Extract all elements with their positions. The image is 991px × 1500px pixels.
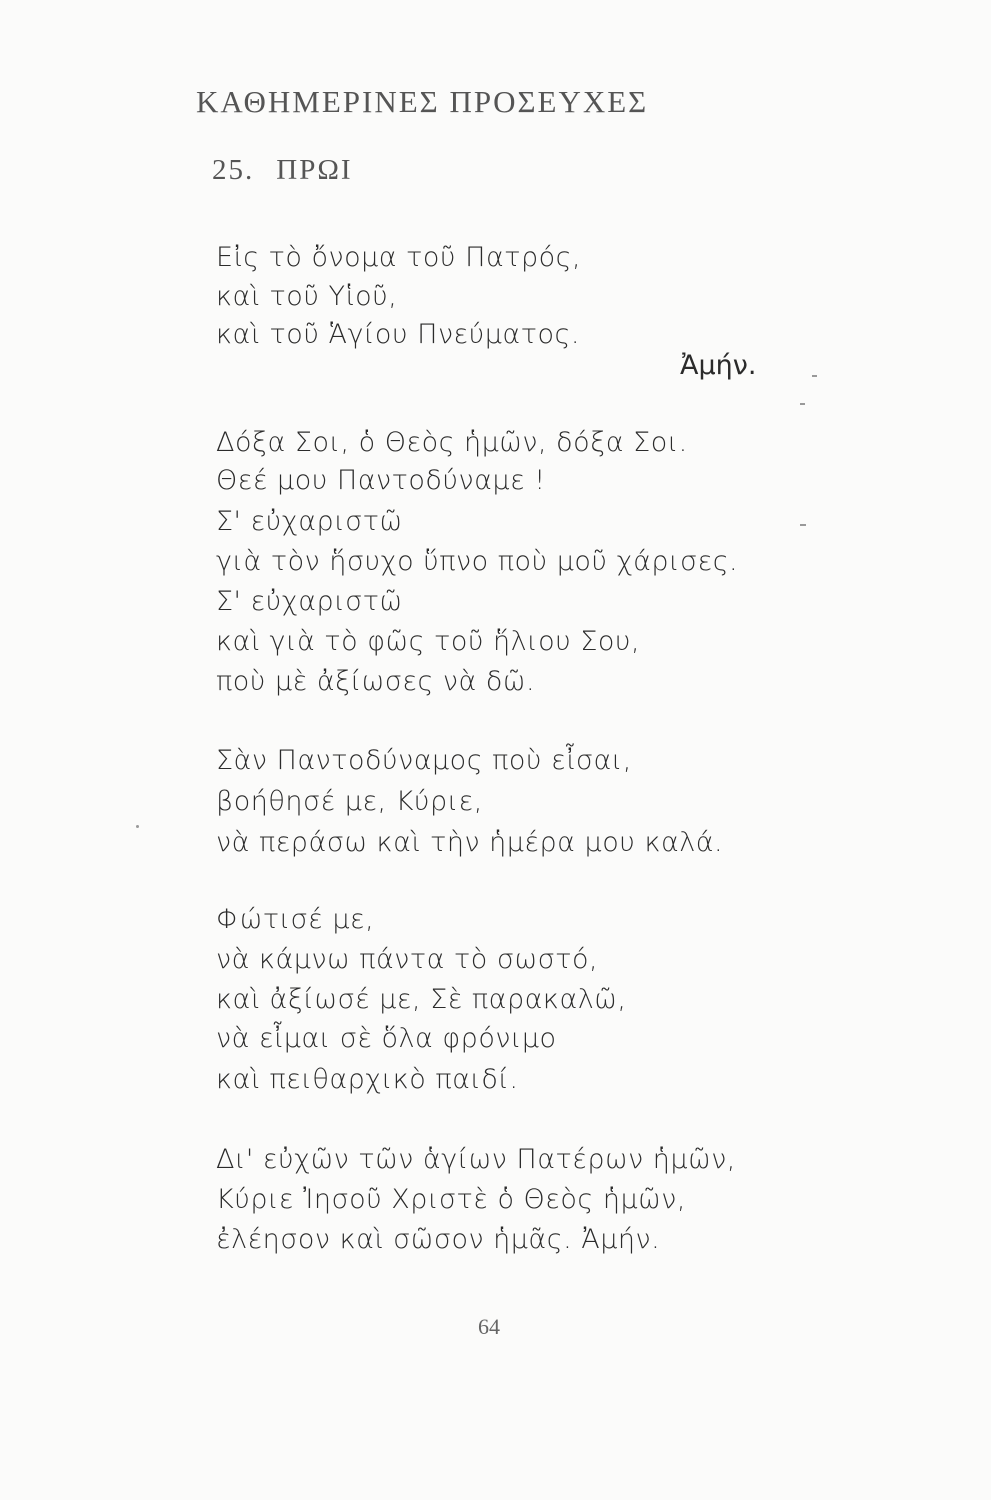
section-title <box>212 154 353 187</box>
prayer-line: γιὰ τὸν ἥσυχο ὕπνο ποὺ μοῦ χάρισες. <box>216 546 739 577</box>
prayer-line: Σ' εὐχαριστῶ <box>216 506 403 537</box>
prayer-line: νὰ κάμνω πάντα τὸ σωστό, <box>216 944 599 975</box>
prayer-line: καὶ ἀξίωσέ με, Σὲ παρακαλῶ, <box>216 984 627 1015</box>
prayer-line: καὶ τοῦ Ἁγίου Πνεύματος. <box>216 319 580 350</box>
prayer-line: ἐλέησον καὶ σῶσον ἡμᾶς. Ἀμήν. <box>216 1224 661 1255</box>
page-number: 64 <box>478 1314 500 1339</box>
prayer-line: καὶ τοῦ Υἱοῦ, <box>216 281 398 312</box>
section-number: 25. <box>212 154 255 186</box>
prayer-line: καὶ γιὰ τὸ φῶς τοῦ ἥλιου Σου, <box>216 626 641 657</box>
scan-speck <box>136 825 139 828</box>
prayer-line: Σ' εὐχαριστῶ <box>216 586 403 617</box>
scan-speck <box>812 375 817 377</box>
prayer-line: ποὺ μὲ ἀξίωσες νὰ δῶ. <box>216 666 536 697</box>
prayer-line: Φώτισέ με, <box>216 904 375 935</box>
scan-speck <box>800 524 806 526</box>
prayer-line: Δόξα Σοι, ὁ Θεὸς ἡμῶν, δόξα Σοι. <box>216 427 688 458</box>
section-name: ΠΡΩΙ <box>276 154 353 186</box>
prayer-line: βοήθησέ με, Κύριε, <box>216 786 483 817</box>
prayer-line: Θεέ μου Παντοδύναμε ! <box>216 465 546 496</box>
prayer-line: Εἰς τὸ ὄνομα τοῦ Πατρός, <box>216 242 582 273</box>
scan-speck <box>800 403 805 405</box>
prayer-line: νὰ περάσω καὶ τὴν ἡμέρα μου καλά. <box>216 827 724 858</box>
page-header: ΚΑΘΗΜΕΡΙΝΕΣ ΠΡΟΣΕΥΧΕΣ <box>196 84 649 119</box>
prayer-line: Σὰν Παντοδύναμος ποὺ εἶσαι, <box>216 745 632 776</box>
prayer-line: Κύριε Ἰησοῦ Χριστὲ ὁ Θεὸς ἡμῶν, <box>216 1184 686 1215</box>
prayer-line: Δι' εὐχῶν τῶν ἁγίων Πατέρων ἡμῶν, <box>216 1144 736 1175</box>
amen-line: Ἀμήν. <box>680 350 757 381</box>
prayer-line: νὰ εἶμαι σὲ ὅλα φρόνιμο <box>216 1023 557 1054</box>
prayer-line: καὶ πειθαρχικὸ παιδί. <box>216 1064 519 1095</box>
